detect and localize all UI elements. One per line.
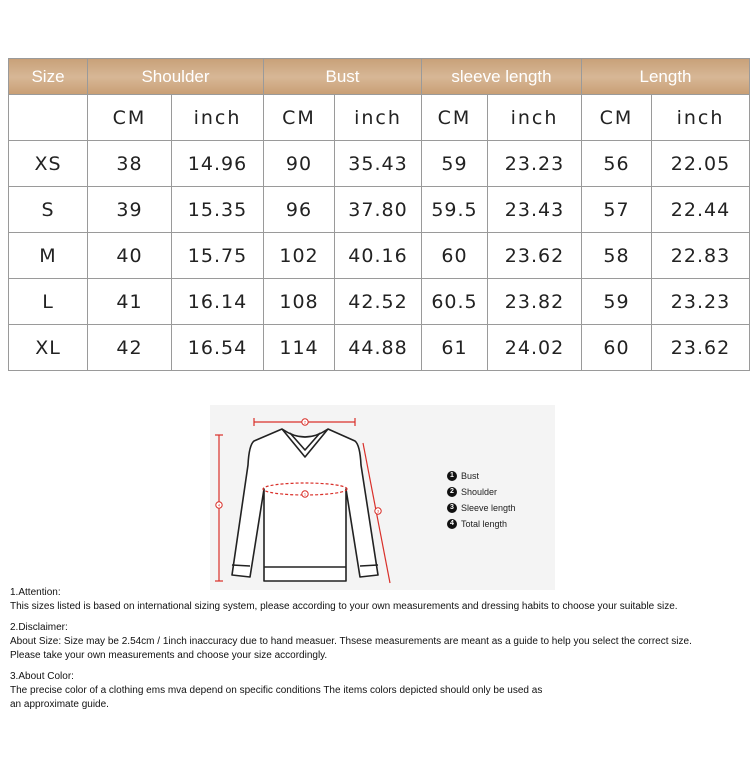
note-text: The precise color of a clothing ems mva depend on specific conditions The items colors depicted should only be used as — [10, 685, 543, 696]
table-cell: 23.82 — [488, 279, 582, 325]
legend-label: Total length — [461, 519, 508, 529]
legend-number: 2 — [447, 487, 457, 497]
table-row — [9, 187, 750, 233]
header-shoulder: Shoulder — [88, 59, 264, 95]
unit-cell: CM — [582, 95, 652, 141]
table-cell: 102 — [264, 233, 335, 279]
note-attention — [10, 586, 750, 614]
size-cell: M — [9, 233, 88, 279]
table-row — [9, 233, 750, 279]
unit-cell: inch — [488, 95, 582, 141]
unit-cell: CM — [422, 95, 488, 141]
note-text: Please take your own measurements and choose your size accordingly. — [10, 650, 328, 661]
sweater-outline — [232, 429, 378, 581]
legend-number: 4 — [447, 519, 457, 529]
note-text: About Size: Size may be 2.54cm / 1inch inaccuracy due to hand measuer. Thsese measurements are meant as a guide to help you select the correct size. — [10, 636, 692, 647]
table-header-row — [9, 59, 750, 95]
table-cell: 60 — [422, 233, 488, 279]
table-cell: 61 — [422, 325, 488, 371]
table-cell: 60.5 — [422, 279, 488, 325]
table-row — [9, 279, 750, 325]
size-cell: S — [9, 187, 88, 233]
unit-cell: CM — [264, 95, 335, 141]
note-about-color — [10, 670, 750, 712]
unit-cell: inch — [652, 95, 750, 141]
legend-label: Bust — [461, 471, 480, 481]
legend-item-sleeve-length — [447, 500, 516, 516]
table-cell: 38 — [88, 141, 172, 187]
size-chart-table — [8, 58, 750, 371]
unit-cell: inch — [335, 95, 422, 141]
table-cell: 108 — [264, 279, 335, 325]
table-cell: 56 — [582, 141, 652, 187]
header-length: Length — [582, 59, 750, 95]
table-cell: 39 — [88, 187, 172, 233]
note-text: an approximate guide. — [10, 699, 109, 710]
unit-cell: CM — [88, 95, 172, 141]
table-cell: 40 — [88, 233, 172, 279]
table-cell: 42.52 — [335, 279, 422, 325]
table-cell: 22.83 — [652, 233, 750, 279]
legend-number: 3 — [447, 503, 457, 513]
legend-label: Sleeve length — [461, 503, 516, 513]
legend-item-shoulder — [447, 484, 516, 500]
legend-item-bust — [447, 468, 516, 484]
size-cell: XL — [9, 325, 88, 371]
table-cell: 23.62 — [652, 325, 750, 371]
table-cell: 23.23 — [652, 279, 750, 325]
unit-cell-empty — [9, 95, 88, 141]
marker-4-label: 4 — [217, 502, 221, 508]
note-text: This sizes listed is based on international sizing system, please according to your own measurements and dressing habits to choose your suitable size. — [10, 601, 678, 612]
note-disclaimer — [10, 621, 750, 663]
diagram-legend — [447, 468, 516, 532]
table-cell: 60 — [582, 325, 652, 371]
table-cell: 14.96 — [172, 141, 264, 187]
table-row — [9, 141, 750, 187]
table-cell: 44.88 — [335, 325, 422, 371]
table-cell: 41 — [88, 279, 172, 325]
table-cell: 15.75 — [172, 233, 264, 279]
legend-label: Shoulder — [461, 487, 498, 497]
table-cell: 90 — [264, 141, 335, 187]
table-cell: 35.43 — [335, 141, 422, 187]
table-cell: 22.44 — [652, 187, 750, 233]
table-cell: 59 — [582, 279, 652, 325]
table-cell: 16.14 — [172, 279, 264, 325]
table-cell: 22.05 — [652, 141, 750, 187]
legend-number: 1 — [447, 471, 457, 481]
marker-3-label: 3 — [376, 508, 380, 514]
unit-cell: inch — [172, 95, 264, 141]
table-cell: 23.23 — [488, 141, 582, 187]
note-title: 1.Attention: — [10, 587, 61, 598]
marker-1-label: 1 — [303, 491, 307, 497]
notes-section — [10, 586, 750, 719]
table-cell: 59.5 — [422, 187, 488, 233]
table-cell: 23.43 — [488, 187, 582, 233]
header-size: Size — [9, 59, 88, 95]
header-bust: Bust — [264, 59, 422, 95]
header-sleeve-length: sleeve length — [422, 59, 582, 95]
size-cell: XS — [9, 141, 88, 187]
table-cell: 58 — [582, 233, 652, 279]
table-cell: 24.02 — [488, 325, 582, 371]
table-cell: 57 — [582, 187, 652, 233]
table-cell: 15.35 — [172, 187, 264, 233]
unit-row — [9, 95, 750, 141]
table-row — [9, 325, 750, 371]
table-cell: 23.62 — [488, 233, 582, 279]
table-cell: 42 — [88, 325, 172, 371]
table-cell: 16.54 — [172, 325, 264, 371]
legend-item-total-length — [447, 516, 516, 532]
note-title: 3.About Color: — [10, 671, 74, 682]
table-cell: 40.16 — [335, 233, 422, 279]
table-cell: 114 — [264, 325, 335, 371]
table-cell: 96 — [264, 187, 335, 233]
note-title: 2.Disclaimer: — [10, 622, 68, 633]
marker-2-label: 2 — [303, 419, 307, 425]
table-cell: 59 — [422, 141, 488, 187]
size-cell: L — [9, 279, 88, 325]
table-cell: 37.80 — [335, 187, 422, 233]
